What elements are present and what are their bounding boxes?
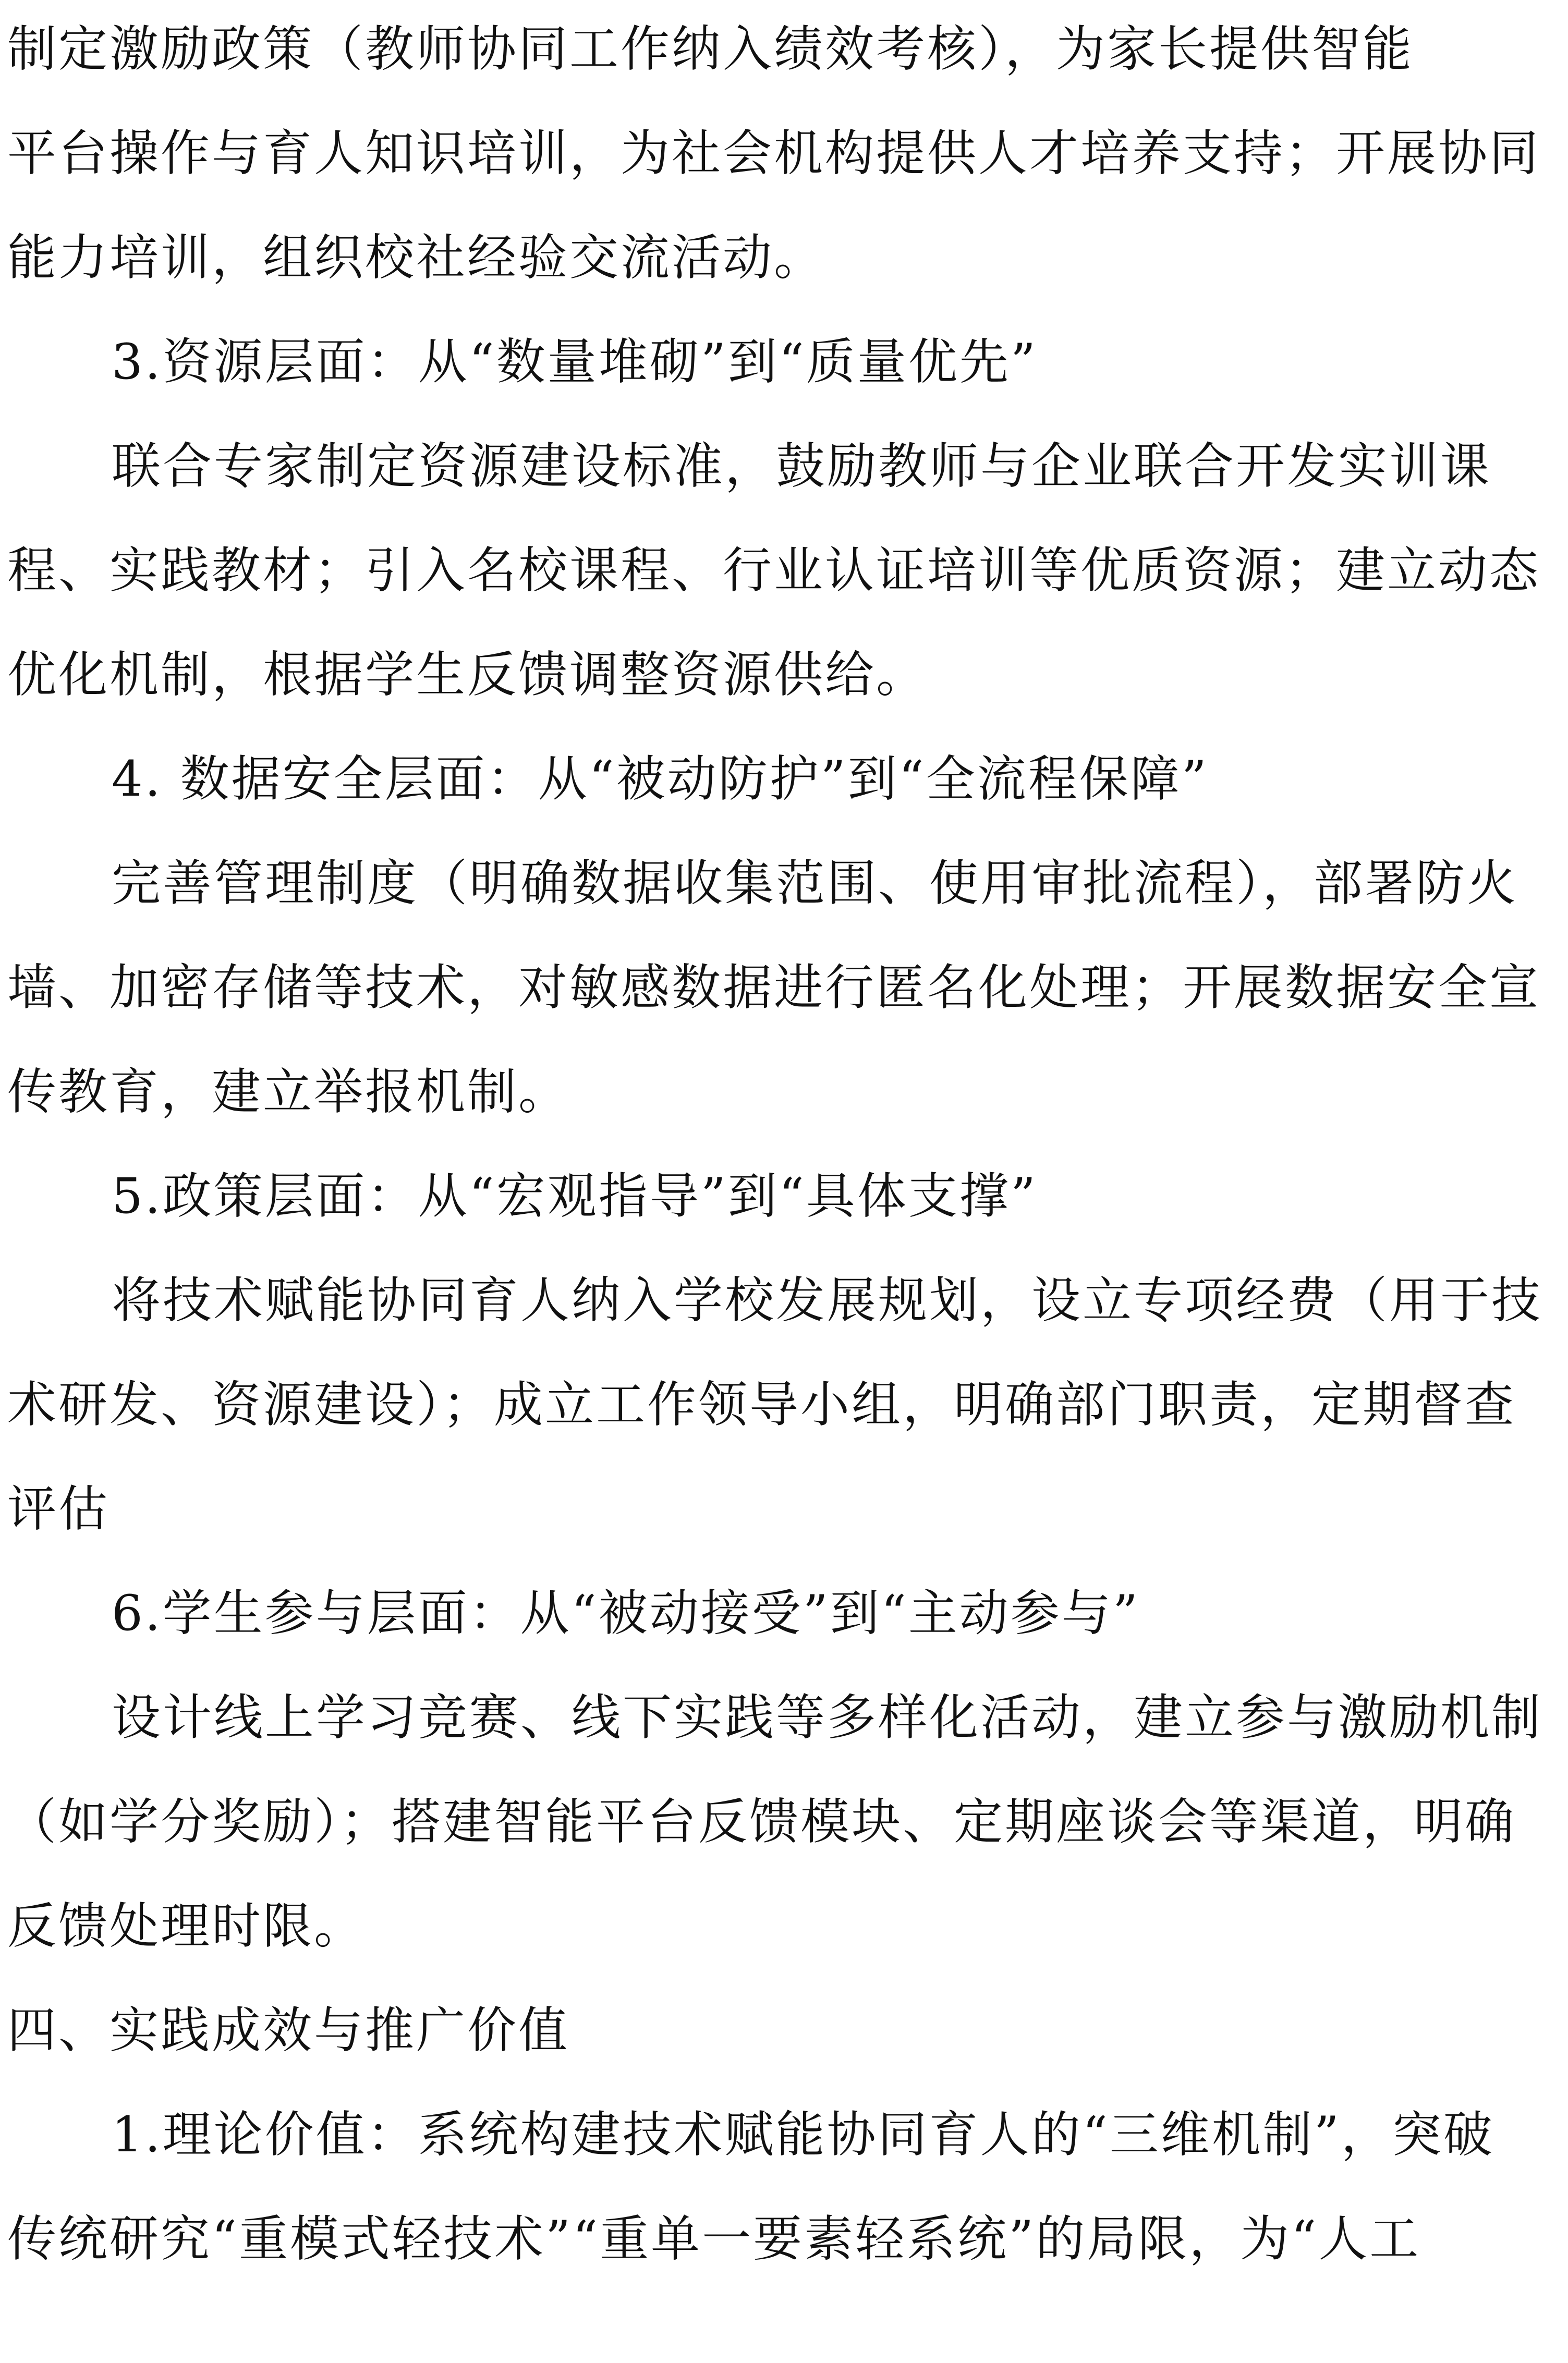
paragraph-line: 反馈处理时限。 bbox=[7, 1898, 366, 1955]
chapter-heading: 四、实践成效与推广价值 bbox=[7, 2002, 570, 2059]
paragraph-line: 平台操作与育人知识培训，为社会机构提供人才培养支持；开展协同 bbox=[7, 125, 1541, 182]
paragraph-line: 将技术赋能协同育人纳入学校发展规划，设立专项经费（用于技 bbox=[112, 1272, 1543, 1329]
paragraph-line: 传教育，建立举报机制。 bbox=[7, 1064, 570, 1120]
section-heading: 5.政策层面：从“宏观指导”到“具体支撑” bbox=[112, 1168, 1038, 1225]
paragraph-line: 术研发、资源建设）；成立工作领导小组，明确部门职责，定期督查 bbox=[7, 1377, 1516, 1433]
paragraph-line: 传统研究“重模式轻技术”“重单一要素轻系统”的局限，为“人工 bbox=[7, 2211, 1421, 2268]
paragraph-line: 程、实践教材；引入名校课程、行业认证培训等优质资源；建立动态 bbox=[7, 542, 1541, 599]
paragraph-line: 墙、加密存储等技术，对敏感数据进行匿名化处理；开展数据安全宣 bbox=[7, 959, 1541, 1016]
section-heading: 3.资源层面：从“数量堆砌”到“质量优先” bbox=[112, 334, 1038, 391]
paragraph-line: 制定激励政策（教师协同工作纳入绩效考核），为家长提供智能 bbox=[7, 21, 1414, 78]
paragraph-line: 优化机制，根据学生反馈调整资源供给。 bbox=[7, 647, 928, 703]
section-heading: 4. 数据安全层面：从“被动防护”到“全流程保障” bbox=[112, 751, 1209, 808]
paragraph-line: 1.理论价值：系统构建技术赋能协同育人的“三维机制”，突破 bbox=[112, 2106, 1494, 2163]
paragraph-line: 完善管理制度（明确数据收集范围、使用审批流程），部署防火 bbox=[112, 855, 1518, 912]
paragraph-line: 能力培训，组织校社经验交流活动。 bbox=[7, 229, 825, 286]
section-heading: 6.学生参与层面：从“被动接受”到“主动参与” bbox=[112, 1585, 1140, 1642]
paragraph-line: （如学分奖励）；搭建智能平台反馈模块、定期座谈会等渠道，明确 bbox=[7, 1794, 1516, 1850]
paragraph-line: 联合专家制定资源建设标准，鼓励教师与企业联合开发实训课 bbox=[112, 438, 1492, 495]
paragraph-line: 设计线上学习竞赛、线下实践等多样化活动，建立参与激励机制 bbox=[112, 1689, 1543, 1746]
paragraph-line: 评估 bbox=[7, 1481, 110, 1538]
